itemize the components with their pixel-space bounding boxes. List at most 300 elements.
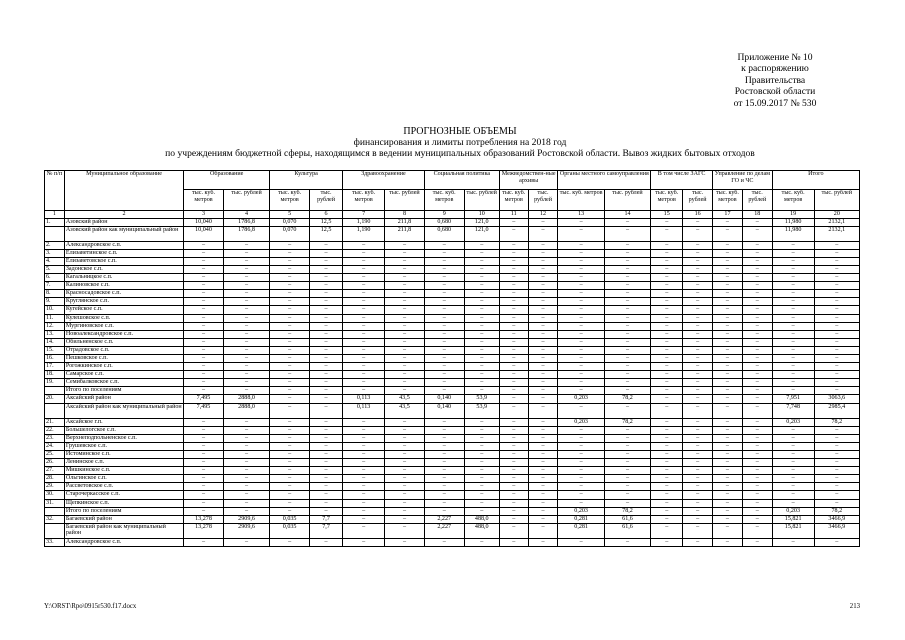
row-value: – <box>310 387 343 395</box>
row-value: – <box>558 314 604 322</box>
row-value: – <box>742 298 772 306</box>
header-unit: тыс. куб. метров <box>651 190 683 211</box>
table-row <box>45 491 860 499</box>
row-value: – <box>343 491 385 499</box>
row-value: – <box>385 330 425 338</box>
row-value: – <box>184 379 224 387</box>
row-value: – <box>528 371 558 379</box>
row-value: – <box>713 306 743 314</box>
row-value: – <box>310 241 343 249</box>
row-value: – <box>742 306 772 314</box>
row-value: – <box>464 450 499 458</box>
row-value: – <box>772 371 814 379</box>
row-value: – <box>772 483 814 491</box>
row-value: – <box>742 314 772 322</box>
row-municipality: Итого по поселениям <box>64 387 183 395</box>
row-value: – <box>223 274 269 282</box>
row-value: – <box>270 314 310 322</box>
table-row <box>45 355 860 363</box>
row-value: – <box>772 314 814 322</box>
row-value: – <box>713 499 743 507</box>
row-value: 0,035 <box>270 515 310 523</box>
row-value: – <box>772 475 814 483</box>
table-row <box>45 282 860 290</box>
row-value: – <box>464 387 499 395</box>
row-value: 2985,4 <box>814 403 859 418</box>
row-value: – <box>385 265 425 273</box>
row-value: – <box>772 346 814 354</box>
row-value: – <box>343 330 385 338</box>
row-value: – <box>604 298 650 306</box>
row-value: – <box>499 322 528 330</box>
row-value: – <box>742 290 772 298</box>
header-colnum: 11 <box>499 211 528 219</box>
row-value: – <box>424 387 464 395</box>
table-row <box>45 538 860 546</box>
row-value: – <box>528 218 558 226</box>
row-value: – <box>270 450 310 458</box>
row-value: – <box>651 467 683 475</box>
row-value: – <box>742 507 772 515</box>
row-value: – <box>270 395 310 403</box>
row-value: – <box>772 265 814 273</box>
row-value: – <box>814 306 859 314</box>
row-value: – <box>558 426 604 434</box>
row-value: – <box>424 483 464 491</box>
row-value: – <box>385 491 425 499</box>
row-value: – <box>814 434 859 442</box>
table-row <box>45 515 860 523</box>
row-value: – <box>772 442 814 450</box>
row-value: – <box>528 241 558 249</box>
row-value: – <box>184 338 224 346</box>
row-value: – <box>713 426 743 434</box>
table-row <box>45 395 860 403</box>
document-subtitle-2: по учреждениям бюджетной сферы, находящимся в ведении муниципальных образований Ростовской области. Вывоз жидких бытовых отходов <box>165 148 755 159</box>
row-municipality: Ленинское с.п. <box>64 459 183 467</box>
table-row <box>45 507 860 515</box>
row-value: – <box>310 338 343 346</box>
row-value: – <box>385 257 425 265</box>
row-value: 7,7 <box>310 523 343 538</box>
row-value: 0,070 <box>270 218 310 226</box>
row-value: – <box>184 459 224 467</box>
row-value: – <box>385 459 425 467</box>
row-value: – <box>223 257 269 265</box>
row-value: – <box>558 475 604 483</box>
table-row <box>45 475 860 483</box>
row-value: – <box>814 257 859 265</box>
row-value: – <box>184 346 224 354</box>
row-value: – <box>270 434 310 442</box>
row-number: 28. <box>45 475 65 483</box>
row-value: – <box>683 371 713 379</box>
row-value: 3063,6 <box>814 395 859 403</box>
row-value: – <box>424 371 464 379</box>
row-value: – <box>385 467 425 475</box>
row-value: – <box>683 282 713 290</box>
header-unit: тыс. рублей <box>814 190 859 211</box>
row-value: – <box>713 395 743 403</box>
row-value: – <box>742 274 772 282</box>
row-value: 78,2 <box>814 507 859 515</box>
row-value: – <box>651 507 683 515</box>
row-value: – <box>713 249 743 257</box>
row-value: – <box>528 467 558 475</box>
row-value: – <box>499 298 528 306</box>
row-value: – <box>464 282 499 290</box>
row-value: – <box>310 282 343 290</box>
row-value: – <box>604 249 650 257</box>
row-value: – <box>343 450 385 458</box>
row-value: – <box>270 483 310 491</box>
row-value: 488,0 <box>464 523 499 538</box>
row-value: – <box>499 507 528 515</box>
table-row <box>45 241 860 249</box>
row-number: 23. <box>45 434 65 442</box>
row-value: – <box>424 434 464 442</box>
row-value: – <box>424 265 464 273</box>
row-value: – <box>223 418 269 426</box>
row-value: – <box>184 306 224 314</box>
header-unit: тыс. куб. метров <box>499 190 528 211</box>
row-value: 2888,0 <box>223 395 269 403</box>
row-value: – <box>558 371 604 379</box>
header-colnum: 9 <box>424 211 464 219</box>
row-municipality: Аксайское г.п. <box>64 418 183 426</box>
header-unit: тыс. рублей <box>604 190 650 211</box>
row-value: – <box>499 249 528 257</box>
row-number: 12. <box>45 322 65 330</box>
row-value: 0,203 <box>558 395 604 403</box>
row-value: – <box>310 322 343 330</box>
row-value: 61,6 <box>604 515 650 523</box>
row-value: – <box>742 282 772 290</box>
row-value: – <box>424 274 464 282</box>
row-value: – <box>499 483 528 491</box>
row-value: – <box>184 426 224 434</box>
row-value: – <box>343 475 385 483</box>
header-group: Итого <box>772 171 859 190</box>
row-value: – <box>223 355 269 363</box>
row-value: – <box>464 371 499 379</box>
row-value: 7,495 <box>184 403 224 418</box>
row-value: – <box>604 459 650 467</box>
row-value: – <box>772 467 814 475</box>
row-value: – <box>651 330 683 338</box>
row-value: – <box>499 387 528 395</box>
row-value: 15,821 <box>772 523 814 538</box>
row-value: – <box>499 426 528 434</box>
row-value: – <box>713 442 743 450</box>
row-value: – <box>651 499 683 507</box>
row-value: – <box>223 499 269 507</box>
row-value: – <box>651 346 683 354</box>
row-value: – <box>499 459 528 467</box>
row-value: – <box>385 418 425 426</box>
row-value: – <box>528 298 558 306</box>
row-value: – <box>742 346 772 354</box>
row-value: – <box>499 499 528 507</box>
row-number: 6. <box>45 274 65 282</box>
row-value: – <box>742 363 772 371</box>
row-value: 0,680 <box>424 226 464 241</box>
row-municipality: Александровское с.п. <box>64 538 183 546</box>
row-value: – <box>742 450 772 458</box>
row-value: – <box>683 483 713 491</box>
row-value: – <box>651 459 683 467</box>
row-value: – <box>270 338 310 346</box>
row-value: – <box>499 274 528 282</box>
appendix-line: от 15.09.2017 № 530 <box>733 97 817 109</box>
row-value: – <box>604 218 650 226</box>
appendix-line: к распоряжению <box>741 63 809 75</box>
row-value: – <box>528 442 558 450</box>
row-value: – <box>310 298 343 306</box>
row-municipality: Красносадовское с.п. <box>64 290 183 298</box>
row-value: – <box>184 467 224 475</box>
row-value: – <box>499 515 528 523</box>
row-value: – <box>814 322 859 330</box>
row-value: – <box>223 346 269 354</box>
table-row <box>45 459 860 467</box>
row-value: – <box>499 371 528 379</box>
row-value: – <box>499 403 528 418</box>
row-value: – <box>310 371 343 379</box>
row-value: – <box>343 282 385 290</box>
row-value: – <box>558 249 604 257</box>
row-value: – <box>558 363 604 371</box>
row-value: – <box>270 274 310 282</box>
row-value: – <box>713 403 743 418</box>
header-colnum: 4 <box>223 211 269 219</box>
row-value: – <box>558 218 604 226</box>
row-municipality: Азовский район <box>64 218 183 226</box>
row-value: – <box>464 290 499 298</box>
row-value: – <box>604 290 650 298</box>
row-value: – <box>683 418 713 426</box>
row-value: – <box>385 241 425 249</box>
row-value: – <box>742 538 772 546</box>
row-value: – <box>713 257 743 265</box>
row-value: – <box>683 442 713 450</box>
row-value: – <box>343 459 385 467</box>
row-value: – <box>270 475 310 483</box>
row-value: – <box>772 322 814 330</box>
row-value: – <box>713 298 743 306</box>
row-value: – <box>814 274 859 282</box>
table-row <box>45 371 860 379</box>
row-value: – <box>464 314 499 322</box>
header-mo: Муниципальное образование <box>64 171 183 211</box>
row-value: – <box>310 499 343 507</box>
row-value: – <box>385 282 425 290</box>
row-value: 7,495 <box>184 395 224 403</box>
row-value: – <box>499 395 528 403</box>
row-value: – <box>223 491 269 499</box>
row-value: – <box>528 226 558 241</box>
row-value: – <box>772 459 814 467</box>
row-value: 7,748 <box>772 403 814 418</box>
row-value: 0,035 <box>270 523 310 538</box>
row-value: – <box>184 249 224 257</box>
row-value: 0,113 <box>343 403 385 418</box>
row-value: – <box>223 538 269 546</box>
row-value: – <box>604 346 650 354</box>
row-value: – <box>814 355 859 363</box>
row-value: – <box>742 418 772 426</box>
row-value: – <box>683 355 713 363</box>
row-value: – <box>310 363 343 371</box>
row-value: – <box>310 306 343 314</box>
table-row <box>45 483 860 491</box>
row-value: – <box>651 515 683 523</box>
row-value: 0,140 <box>424 395 464 403</box>
row-value: – <box>270 459 310 467</box>
row-value: – <box>814 338 859 346</box>
row-value: – <box>683 515 713 523</box>
row-value: – <box>310 475 343 483</box>
row-municipality: Обильненское с.п. <box>64 338 183 346</box>
row-value: – <box>270 257 310 265</box>
row-value: – <box>651 426 683 434</box>
row-value: – <box>464 346 499 354</box>
header-num: № п/п <box>45 171 65 211</box>
row-municipality: Истоминское с.п. <box>64 450 183 458</box>
row-number: 26. <box>45 459 65 467</box>
row-value: – <box>683 330 713 338</box>
row-value: – <box>424 491 464 499</box>
header-colnum: 18 <box>742 211 772 219</box>
row-value: – <box>223 379 269 387</box>
row-value: – <box>528 355 558 363</box>
row-value: – <box>528 338 558 346</box>
row-value: – <box>184 330 224 338</box>
row-value: – <box>270 538 310 546</box>
row-number: 17. <box>45 363 65 371</box>
row-number <box>45 403 65 418</box>
row-value: – <box>814 282 859 290</box>
header-unit: тыс. куб. метров <box>184 190 224 211</box>
header-colnum: 19 <box>772 211 814 219</box>
row-value: – <box>385 249 425 257</box>
row-value: – <box>223 442 269 450</box>
row-value: – <box>713 459 743 467</box>
row-municipality: Рогожкинское с.п. <box>64 363 183 371</box>
row-value: – <box>385 363 425 371</box>
row-value: – <box>184 274 224 282</box>
row-value: – <box>385 371 425 379</box>
row-value: – <box>772 330 814 338</box>
table-row <box>45 226 860 241</box>
row-value: – <box>683 434 713 442</box>
row-value: – <box>223 450 269 458</box>
row-value: – <box>464 507 499 515</box>
row-value: – <box>385 379 425 387</box>
header-colnum: 12 <box>528 211 558 219</box>
row-value: – <box>464 355 499 363</box>
row-value: – <box>464 298 499 306</box>
row-value: – <box>651 298 683 306</box>
row-value: – <box>742 403 772 418</box>
row-value: – <box>343 241 385 249</box>
row-value: 121,0 <box>464 218 499 226</box>
row-value: – <box>683 459 713 467</box>
row-municipality: Щепкинское с.п. <box>64 499 183 507</box>
row-value: – <box>683 290 713 298</box>
row-value: – <box>464 426 499 434</box>
row-number: 19. <box>45 379 65 387</box>
row-value: – <box>223 387 269 395</box>
row-value: – <box>604 282 650 290</box>
row-value: – <box>742 483 772 491</box>
row-value: 10,040 <box>184 226 224 241</box>
row-value: – <box>683 346 713 354</box>
row-value: – <box>683 491 713 499</box>
row-value: – <box>343 538 385 546</box>
row-value: – <box>713 418 743 426</box>
row-value: – <box>385 538 425 546</box>
row-value: – <box>651 314 683 322</box>
row-value: – <box>683 241 713 249</box>
row-value: – <box>528 426 558 434</box>
row-municipality: Калиновское с.п. <box>64 282 183 290</box>
row-value: – <box>424 346 464 354</box>
row-value: – <box>343 387 385 395</box>
row-value: – <box>184 257 224 265</box>
row-value: – <box>385 387 425 395</box>
row-value: – <box>528 265 558 273</box>
row-value: – <box>464 418 499 426</box>
row-value: – <box>223 249 269 257</box>
row-value: – <box>223 483 269 491</box>
row-value: – <box>742 257 772 265</box>
row-value: 78,2 <box>604 507 650 515</box>
row-value: – <box>651 403 683 418</box>
row-municipality: Старочеркасское с.п. <box>64 491 183 499</box>
header-colnum: 20 <box>814 211 859 219</box>
table-row <box>45 442 860 450</box>
row-value: – <box>310 507 343 515</box>
row-value: – <box>464 330 499 338</box>
row-value: – <box>184 387 224 395</box>
row-value: – <box>499 418 528 426</box>
row-municipality: Пешковское с.п. <box>64 355 183 363</box>
row-value: – <box>499 338 528 346</box>
row-value: – <box>604 442 650 450</box>
header-unit: тыс. куб. метров <box>343 190 385 211</box>
row-number: 31. <box>45 499 65 507</box>
row-value: – <box>528 379 558 387</box>
row-municipality: Самарское с.п. <box>64 371 183 379</box>
row-value: – <box>310 491 343 499</box>
row-value: – <box>558 338 604 346</box>
row-value: – <box>772 257 814 265</box>
row-number: 21. <box>45 418 65 426</box>
row-value: – <box>742 265 772 273</box>
row-value: – <box>385 450 425 458</box>
row-value: – <box>683 499 713 507</box>
row-value: – <box>223 426 269 434</box>
row-value: – <box>683 265 713 273</box>
header-unit: тыс. рублей <box>742 190 772 211</box>
row-value: – <box>713 379 743 387</box>
row-value: – <box>604 363 650 371</box>
row-value: – <box>814 249 859 257</box>
row-value: – <box>270 282 310 290</box>
row-value: – <box>528 346 558 354</box>
row-value: – <box>683 314 713 322</box>
